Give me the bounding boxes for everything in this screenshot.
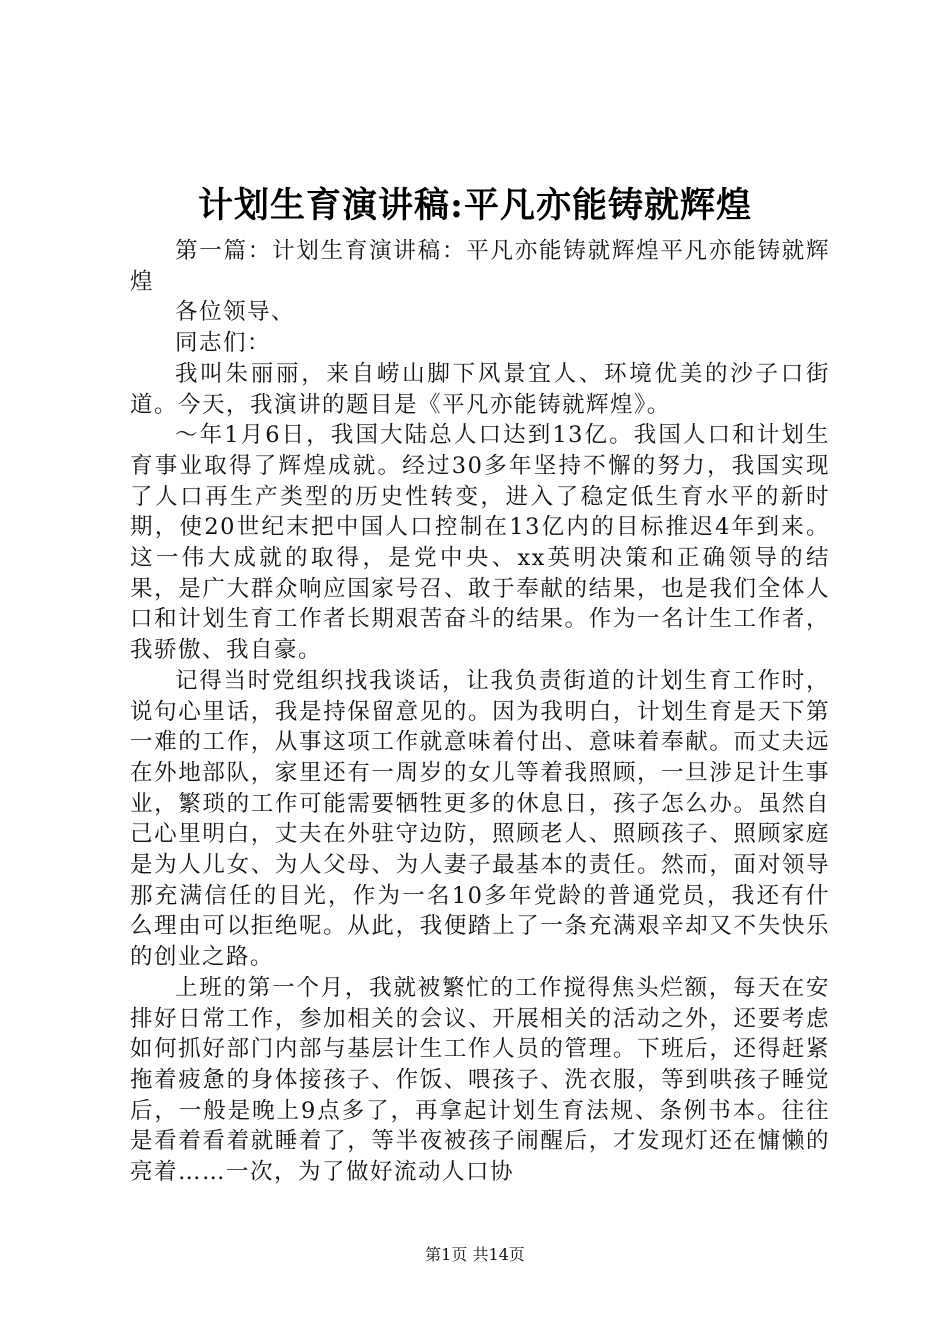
- paragraph-heading: 第一篇：计划生育演讲稿：平凡亦能铸就辉煌平凡亦能铸就辉煌: [130, 238, 830, 295]
- document-body: [130, 236, 830, 1188]
- paragraph-first-month: 上班的第一个月，我就被繁忙的工作搅得焦头烂额，每天在安排好日常工作，参加相关的会议、开展相关的活动之外，还要考虑如何抓好部门内部与基层计生工作人员的管理。下班后，还得赶紧拖着疲惫的身体接孩子、作饭、喂孩子、洗衣服，等到哄孩子睡觉后，一般是晚上9点多了，再拿起计划生育法规、条例书本。往往是看着看着就睡着了，等半夜被孩子闹醒后，才发现灯还在慵懒的亮着……一次，为了做好流动人口协: [130, 974, 830, 1186]
- document-title: 计划生育演讲稿:平凡亦能铸就辉煌: [198, 185, 752, 226]
- paragraph-memory: 记得当时党组织找我谈话，让我负责街道的计划生育工作时，说句心里话，我是持保留意见的。因为我明白，计划生育是天下第一难的工作，从事这项工作就意味着付出、意味着奉献。而丈夫远在外地部队，家里还有一周岁的女儿等着我照顾，一旦涉足计生事业，繁琐的工作可能需要牺牲更多的休息日，孩子怎么办。虽然自己心里明白，丈夫在外驻守边防，照顾老人、照顾孩子、照顾家庭是为人儿女、为人父母、为人妻子最基本的责任。然而，面对领导那充满信任的目光，作为一名10多年党龄的普通党员，我还有什么理由可以拒绝呢。从此，我便踏上了一条充满艰辛却又不失快乐的创业之路。: [130, 667, 830, 971]
- paragraph-salutation-comrades: 同志们：: [175, 330, 272, 357]
- page-footer: 第1页 共14页: [425, 1245, 525, 1264]
- paragraph-intro: 我叫朱丽丽，来自崂山脚下风景宜人、环境优美的沙子口街道。今天，我演讲的题目是《平凡亦能铸就辉煌》。: [130, 360, 830, 418]
- paragraph-population: ～年1月6日，我国大陆总人口达到13亿。我国人口和计划生育事业取得了辉煌成就。经过30多年坚持不懈的努力，我国实现了人口再生产类型的历史性转变，进入了稳定低生育水平的新时期，使20世纪末把中国人口控制在13亿内的目标推迟4年到来。这一伟大成就的取得，是党中央、xx英明决策和正确领导的结果，是广大群众响应国家号召、敢于奉献的结果，也是我们全体人口和计划生育工作者长期艰苦奋斗的结果。作为一名计生工作者，我骄傲、我自豪。: [130, 422, 830, 664]
- paragraph-salutation-leaders: 各位领导、: [175, 299, 296, 326]
